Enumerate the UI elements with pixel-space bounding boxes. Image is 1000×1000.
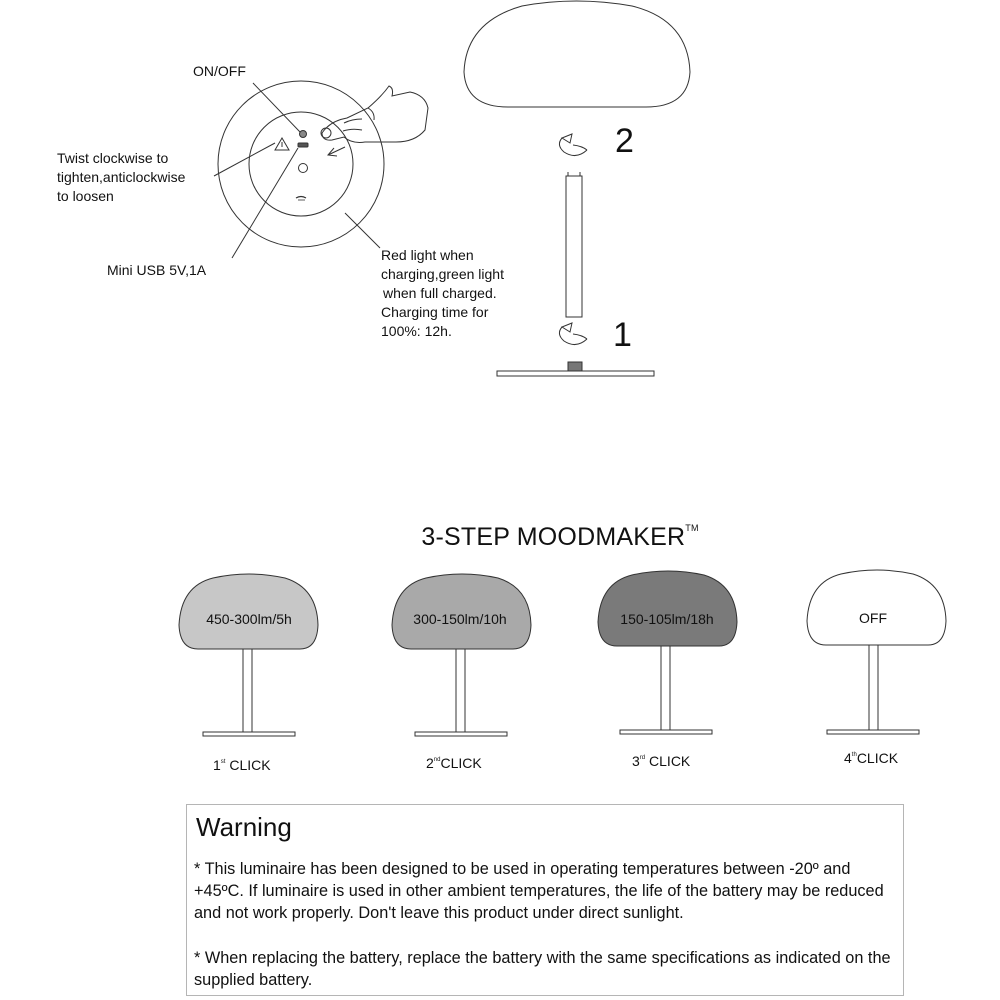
lamp-shade-step-4 <box>807 570 946 645</box>
assembly-diagram <box>464 1 690 376</box>
lamp-base-step-2 <box>415 732 507 736</box>
pole-outline <box>566 176 582 317</box>
twist-instruction-line-3: to loosen <box>57 188 114 204</box>
led-info-line-1: Red light when <box>381 247 474 263</box>
base-plate-outline <box>497 371 654 376</box>
warning-paragraph-1: * This luminaire has been designed to be used in operating temperatures between -20º and +45ºC. If luminaire is used in other ambient temperatures, the life of the battery may be reduced and not work properly. Don't leave this product under direct sunlight. <box>194 860 884 922</box>
moodmaker-lamps <box>179 570 946 736</box>
led-info-line-4: Charging time for <box>381 304 489 320</box>
led-info-line-2: charging,green light <box>381 266 504 282</box>
lamp-pole-step-2 <box>456 649 465 732</box>
moodmaker-title-text: 3-STEP MOODMAKER <box>421 523 686 551</box>
lamp-step-3 <box>598 571 737 734</box>
lamp-label-step-1: 450-300lm/5h <box>206 611 292 627</box>
trademark-symbol: TM <box>685 523 699 533</box>
lamp-step-4 <box>807 570 946 734</box>
rotate-arrow-icon-1 <box>559 323 587 345</box>
click-label-3: 3rd CLICK <box>632 753 691 769</box>
assembly-step-2-number: 2 <box>615 122 634 160</box>
lamp-label-step-4: OFF <box>859 610 887 626</box>
warning-paragraph-2: * When replacing the battery, replace the battery with the same specifications as indicated on the supplied battery. <box>194 949 891 989</box>
led-info-line-3: when full charged. <box>383 285 497 301</box>
on-off-label: ON/OFF <box>193 63 246 79</box>
base-connector <box>568 362 582 371</box>
lamp-pole-step-3 <box>661 646 670 730</box>
rotate-arrow-icon-2 <box>559 134 587 156</box>
on-off-button-icon <box>300 131 307 138</box>
led-info-line-5: 100%: 12h. <box>381 323 452 339</box>
led-indicator-icon <box>299 164 308 173</box>
lamp-base-step-3 <box>620 730 712 734</box>
callout-line-usb <box>232 148 298 258</box>
lamp-base-step-1 <box>203 732 295 736</box>
lamp-pole-step-1 <box>243 649 252 732</box>
twist-instruction-line-1: Twist clockwise to <box>57 150 169 166</box>
warning-title: Warning <box>196 812 292 842</box>
moodmaker-title <box>0 523 1000 552</box>
base-control-diagram <box>214 81 428 258</box>
warning-triangle-icon <box>275 138 289 150</box>
click-label-1: 1st CLICK <box>213 757 271 773</box>
click-label-4: 4thCLICK <box>844 750 899 766</box>
twist-instruction-line-2: tighten,anticlockwise <box>57 169 186 185</box>
lamp-label-step-2: 300-150lm/10h <box>413 611 507 627</box>
lamp-label-step-3: 150-105lm/18h <box>620 611 714 627</box>
lamp-step-2 <box>392 574 531 736</box>
usb-label: Mini USB 5V,1A <box>107 262 207 278</box>
callout-line-on-off <box>253 83 300 132</box>
assembly-step-1-number: 1 <box>613 316 632 354</box>
usb-port-icon <box>298 143 308 147</box>
click-label-2: 2ndCLICK <box>426 755 482 771</box>
brand-logo-icon <box>296 197 306 199</box>
lamp-shade-outline <box>464 1 690 107</box>
lamp-base-step-4 <box>827 730 919 734</box>
lamp-step-1 <box>179 574 318 736</box>
lamp-shade-step-3 <box>598 571 737 646</box>
hand-pressing-icon <box>321 86 428 156</box>
lamp-pole-step-4 <box>869 645 878 730</box>
callout-line-twist <box>214 143 275 176</box>
